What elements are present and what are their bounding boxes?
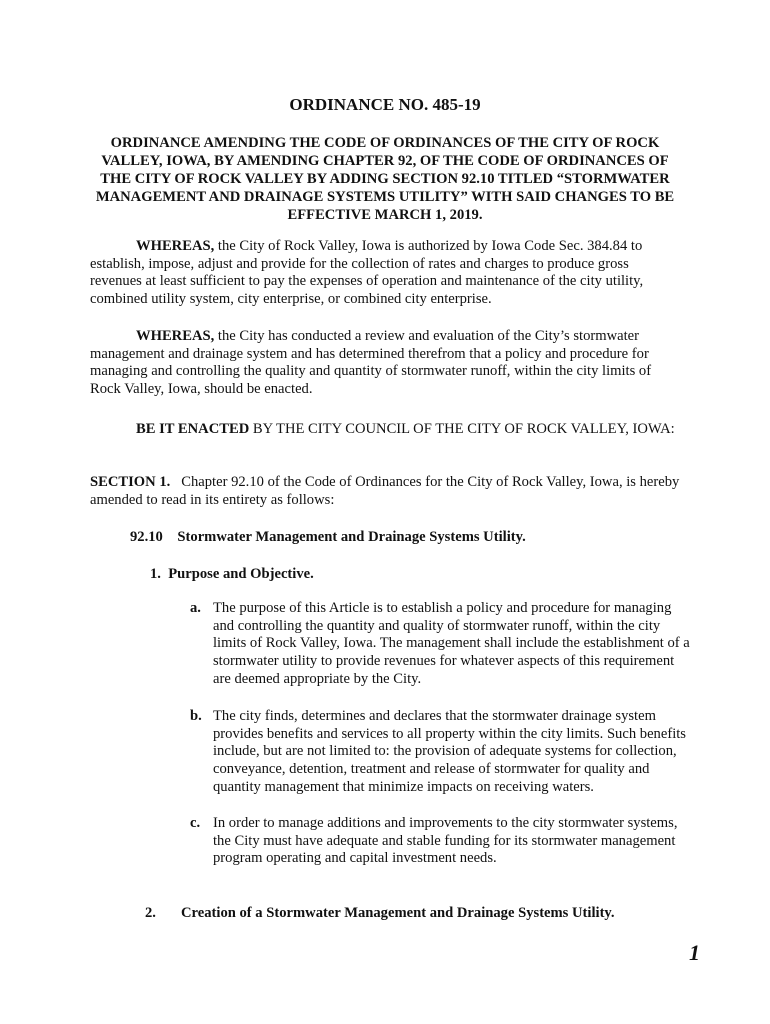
section-1-lead: SECTION 1. xyxy=(90,474,171,490)
list-item-letter: c. xyxy=(190,815,201,831)
page-number: 1 xyxy=(689,940,700,965)
creation-heading-number: 2. xyxy=(145,905,156,921)
whereas-body: the City of Rock Valley, Iowa is authorized by Iowa Code Sec. 384.84 to establish, impose, adjust and provide for the collection of rates and charges to produce gross revenues at least sufficient to pay the expenses of operation and maintenance of the city utility, combined utility system, city enterprise, or combined city enterprise. xyxy=(90,238,644,307)
creation-heading: Creation of a Stormwater Management and Drainage Systems Utility. xyxy=(181,905,615,921)
enacted-body: BY THE CITY COUNCIL OF THE CITY OF ROCK VALLEY, IOWA: xyxy=(249,421,675,437)
whereas-body: the City has conducted a review and evaluation of the City’s stormwater management and drainage system and has determined therefrom that a policy and procedure for managing and controlling the quality and quantity of stormwater runoff, within the city limits of Rock Valley, Iowa, should be enacted. xyxy=(90,328,652,397)
ordinance-subtitle: ORDINANCE AMENDING THE CODE OF ORDINANCES OF THE CITY OF ROCK VALLEY, IOWA, BY AMENDING CHAPTER 92, OF THE CODE OF ORDINANCES OF THE CITY OF ROCK VALLEY BY ADDING SECTION 92.10 TITLED “STORMWATER MANAGEMENT AND DRAINAGE SYSTEMS UTILITY” WITH SAID CHANGES TO BE EFFECTIVE MARCH 1, 2019. xyxy=(95,135,675,223)
enacted-paragraph xyxy=(90,421,680,439)
list-item-text: The purpose of this Article is to establish a policy and procedure for managing and controlling the quantity and quality of stormwater runoff, within the city limits of Rock Valley, Iowa. The management shall include the establishment of a stormwater utility to provide revenues for whatever aspects of this requirement are deemed appropriate by the City. xyxy=(213,600,690,687)
section-92-10-heading: 92.10 Stormwater Management and Drainage Systems Utility. xyxy=(130,529,526,545)
list-item-b xyxy=(190,708,690,797)
enacted-lead: BE IT ENACTED xyxy=(136,421,250,437)
whereas-lead: WHEREAS, xyxy=(136,328,215,344)
section-1-body: Chapter 92.10 of the Code of Ordinances for the City of Rock Valley, Iowa, is hereby amended to read in its entirety as follows: xyxy=(90,474,683,508)
whereas-paragraph-2 xyxy=(90,328,680,398)
list-item-a xyxy=(190,600,690,689)
whereas-lead: WHEREAS, xyxy=(136,238,215,254)
purpose-heading: 1. Purpose and Objective. xyxy=(150,566,314,582)
list-item-letter: b. xyxy=(190,708,202,724)
list-item-text: In order to manage additions and improvements to the city stormwater systems, the City must have adequate and stable funding for its stormwater management program operating and capital investment needs. xyxy=(213,815,678,867)
list-item-c xyxy=(190,815,690,868)
list-item-text: The city finds, determines and declares that the stormwater drainage system provides benefits and services to all property within the city limits. Such benefits include, but are not limited to: the provision of adequate systems for collection, conveyance, detention, treatment and release of stormwater for quality and quantity management that minimize impacts on receiving waters. xyxy=(213,708,686,795)
list-item-letter: a. xyxy=(190,600,201,616)
section-1-paragraph xyxy=(90,474,683,509)
whereas-paragraph-1 xyxy=(90,238,680,308)
ordinance-title: ORDINANCE NO. 485-19 xyxy=(289,95,481,114)
